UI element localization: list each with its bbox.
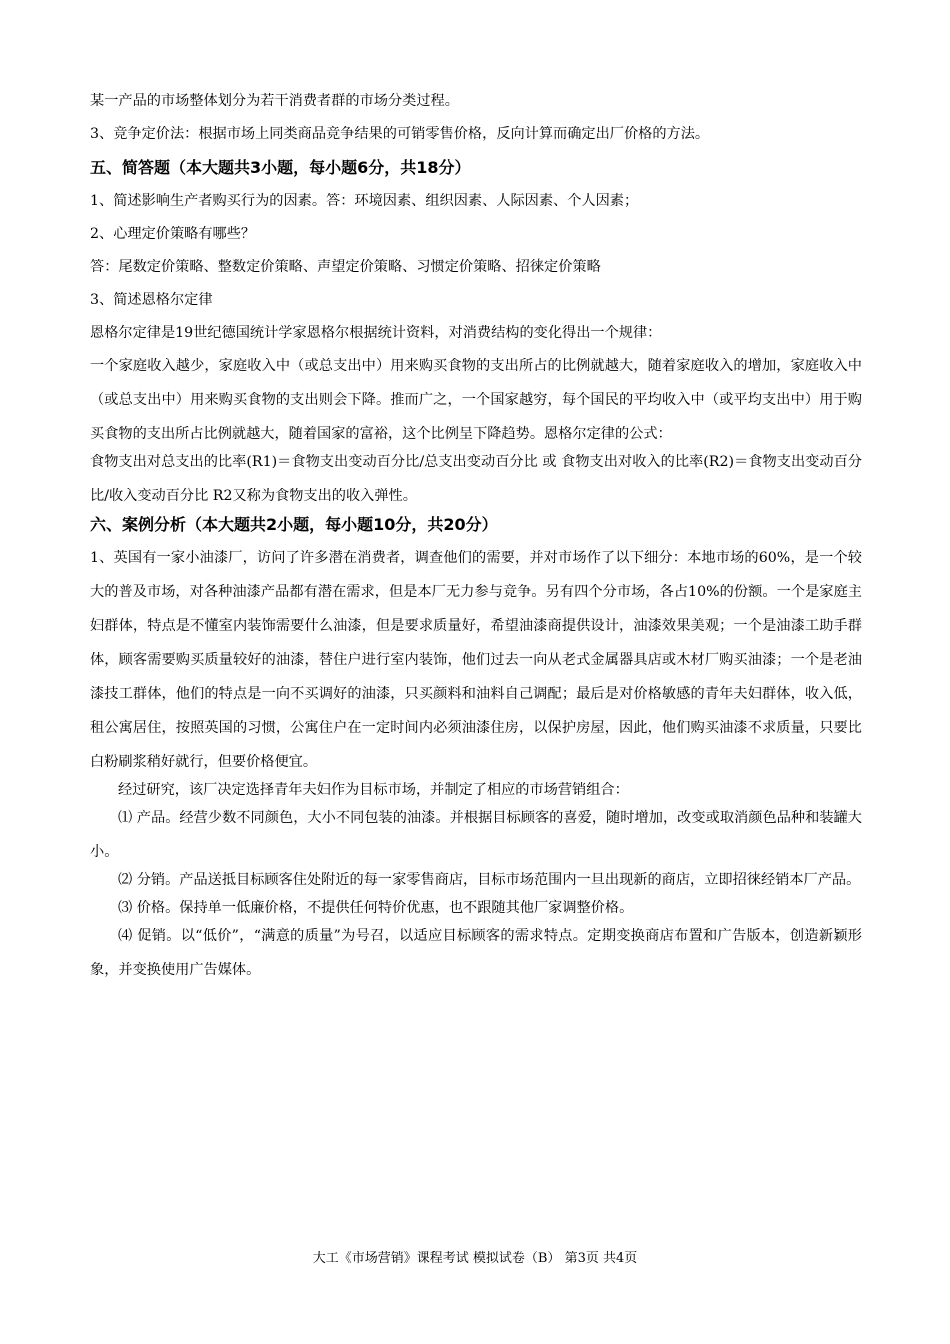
marketing-mix-price: ⑶ 价格。保持单一低廉价格，不提供任何特价优惠，也不跟随其他厂家调整价格。 xyxy=(118,900,634,916)
paragraph-intro: 某一产品的市场整体划分为若干消费者群的市场分类过程。 xyxy=(90,93,459,109)
definition-competitive-pricing: 3、竞争定价法：根据市场上同类商品竞争结果的可销零售价格，反向计算而确定出厂价格的方法。 xyxy=(90,126,710,142)
case-study-decision: 经过研究，该厂决定选择青年夫妇作为目标市场，并制定了相应的市场营销组合： xyxy=(118,782,629,798)
marketing-mix-distribution: ⑵ 分销。产品送抵目标顾客住处附近的每一家零售商店，目标市场范围内一旦出现新的商店，立即招徕经销本厂产品。 xyxy=(118,872,861,888)
section-heading-case-analysis: 六、案例分析（本大题共2小题，每小题10分，共20分） xyxy=(90,515,498,534)
page-footer: 大工《市场营销》课程考试 模拟试卷（B） 第3页 共4页 xyxy=(312,1251,638,1266)
question-1: 1、简述影响生产者购买行为的因素。答：环境因素、组织因素、人际因素、个人因素； xyxy=(90,193,639,209)
marketing-mix-promotion: ⑷ 促销。以“低价”，“满意的质量”为号召，以适应目标顾客的需求特点。定期变换商店布置和广告版本，创造新颖形象，并变换使用广告媒体。 xyxy=(90,928,862,978)
section-heading-short-answer: 五、简答题（本大题共3小题，每小题6分，共18分） xyxy=(90,158,471,177)
question-3: 3、简述恩格尔定律 xyxy=(90,292,213,308)
engel-intro: 恩格尔定律是19世纪德国统计学家恩格尔根据统计资料，对消费结构的变化得出一个规律： xyxy=(90,325,662,341)
question-2: 2、心理定价策略有哪些？ xyxy=(90,226,256,242)
marketing-mix-product: ⑴ 产品。经营少数不同颜色，大小不同包装的油漆。并根据目标顾客的喜爱，随时增加，改变或取消颜色品种和装罐大小。 xyxy=(90,810,862,860)
engel-body: 一个家庭收入越少，家庭收入中（或总支出中）用来购买食物的支出所占的比例就越大，随着家庭收入的增加，家庭收入中（或总支出中）用来购买食物的支出则会下降。推而广之，一个国家越穷，每个国民的平均收入中（或平均支出中）用于购买食物的支出所占比例就越大，随着国家的富裕，这个比例呈下降趋势。恩格尔定律的公式： xyxy=(90,358,862,442)
answer-2: 答：尾数定价策略、整数定价策略、声望定价策略、习惯定价策略、招徕定价策略 xyxy=(90,259,601,275)
case-1: 1、英国有一家小油漆厂，访问了许多潜在消费者，调查他们的需要，并对市场作了以下细分：本地市场的60%，是一个较大的普及市场，对各种油漆产品都有潜在需求，但是本厂无力参与竞争。另有四个分市场，各占10%的份额。一个是家庭主妇群体，特点是不懂室内装饰需要什么油漆，但是要求质量好，希望油漆商提供设计，油漆效果美观；一个是油漆工助手群体，顾客需要购买质量较好的油漆，替住户进行室内装饰，他们过去一向从老式金属器具店或木材厂购买油漆；一个是老油漆技工群体，他们的特点是一向不买调好的油漆，只买颜料和油料自己调配；最后是对价格敏感的青年夫妇群体，收入低，租公寓居住，按照英国的习惯，公寓住户在一定时间内必须油漆住房，以保护房屋，因此，他们购买油漆不求质量，只要比白粉刷浆稍好就行，但要价格便宜。 xyxy=(90,550,862,770)
engel-formula: 食物支出对总支出的比率(R1)＝食物支出变动百分比/总支出变动百分比 或 食物支出对收入的比率(R2)＝食物支出变动百分比/收入变动百分比 R2又称为食物支出的收入弹性。 xyxy=(90,454,862,504)
document-page xyxy=(90,90,862,987)
